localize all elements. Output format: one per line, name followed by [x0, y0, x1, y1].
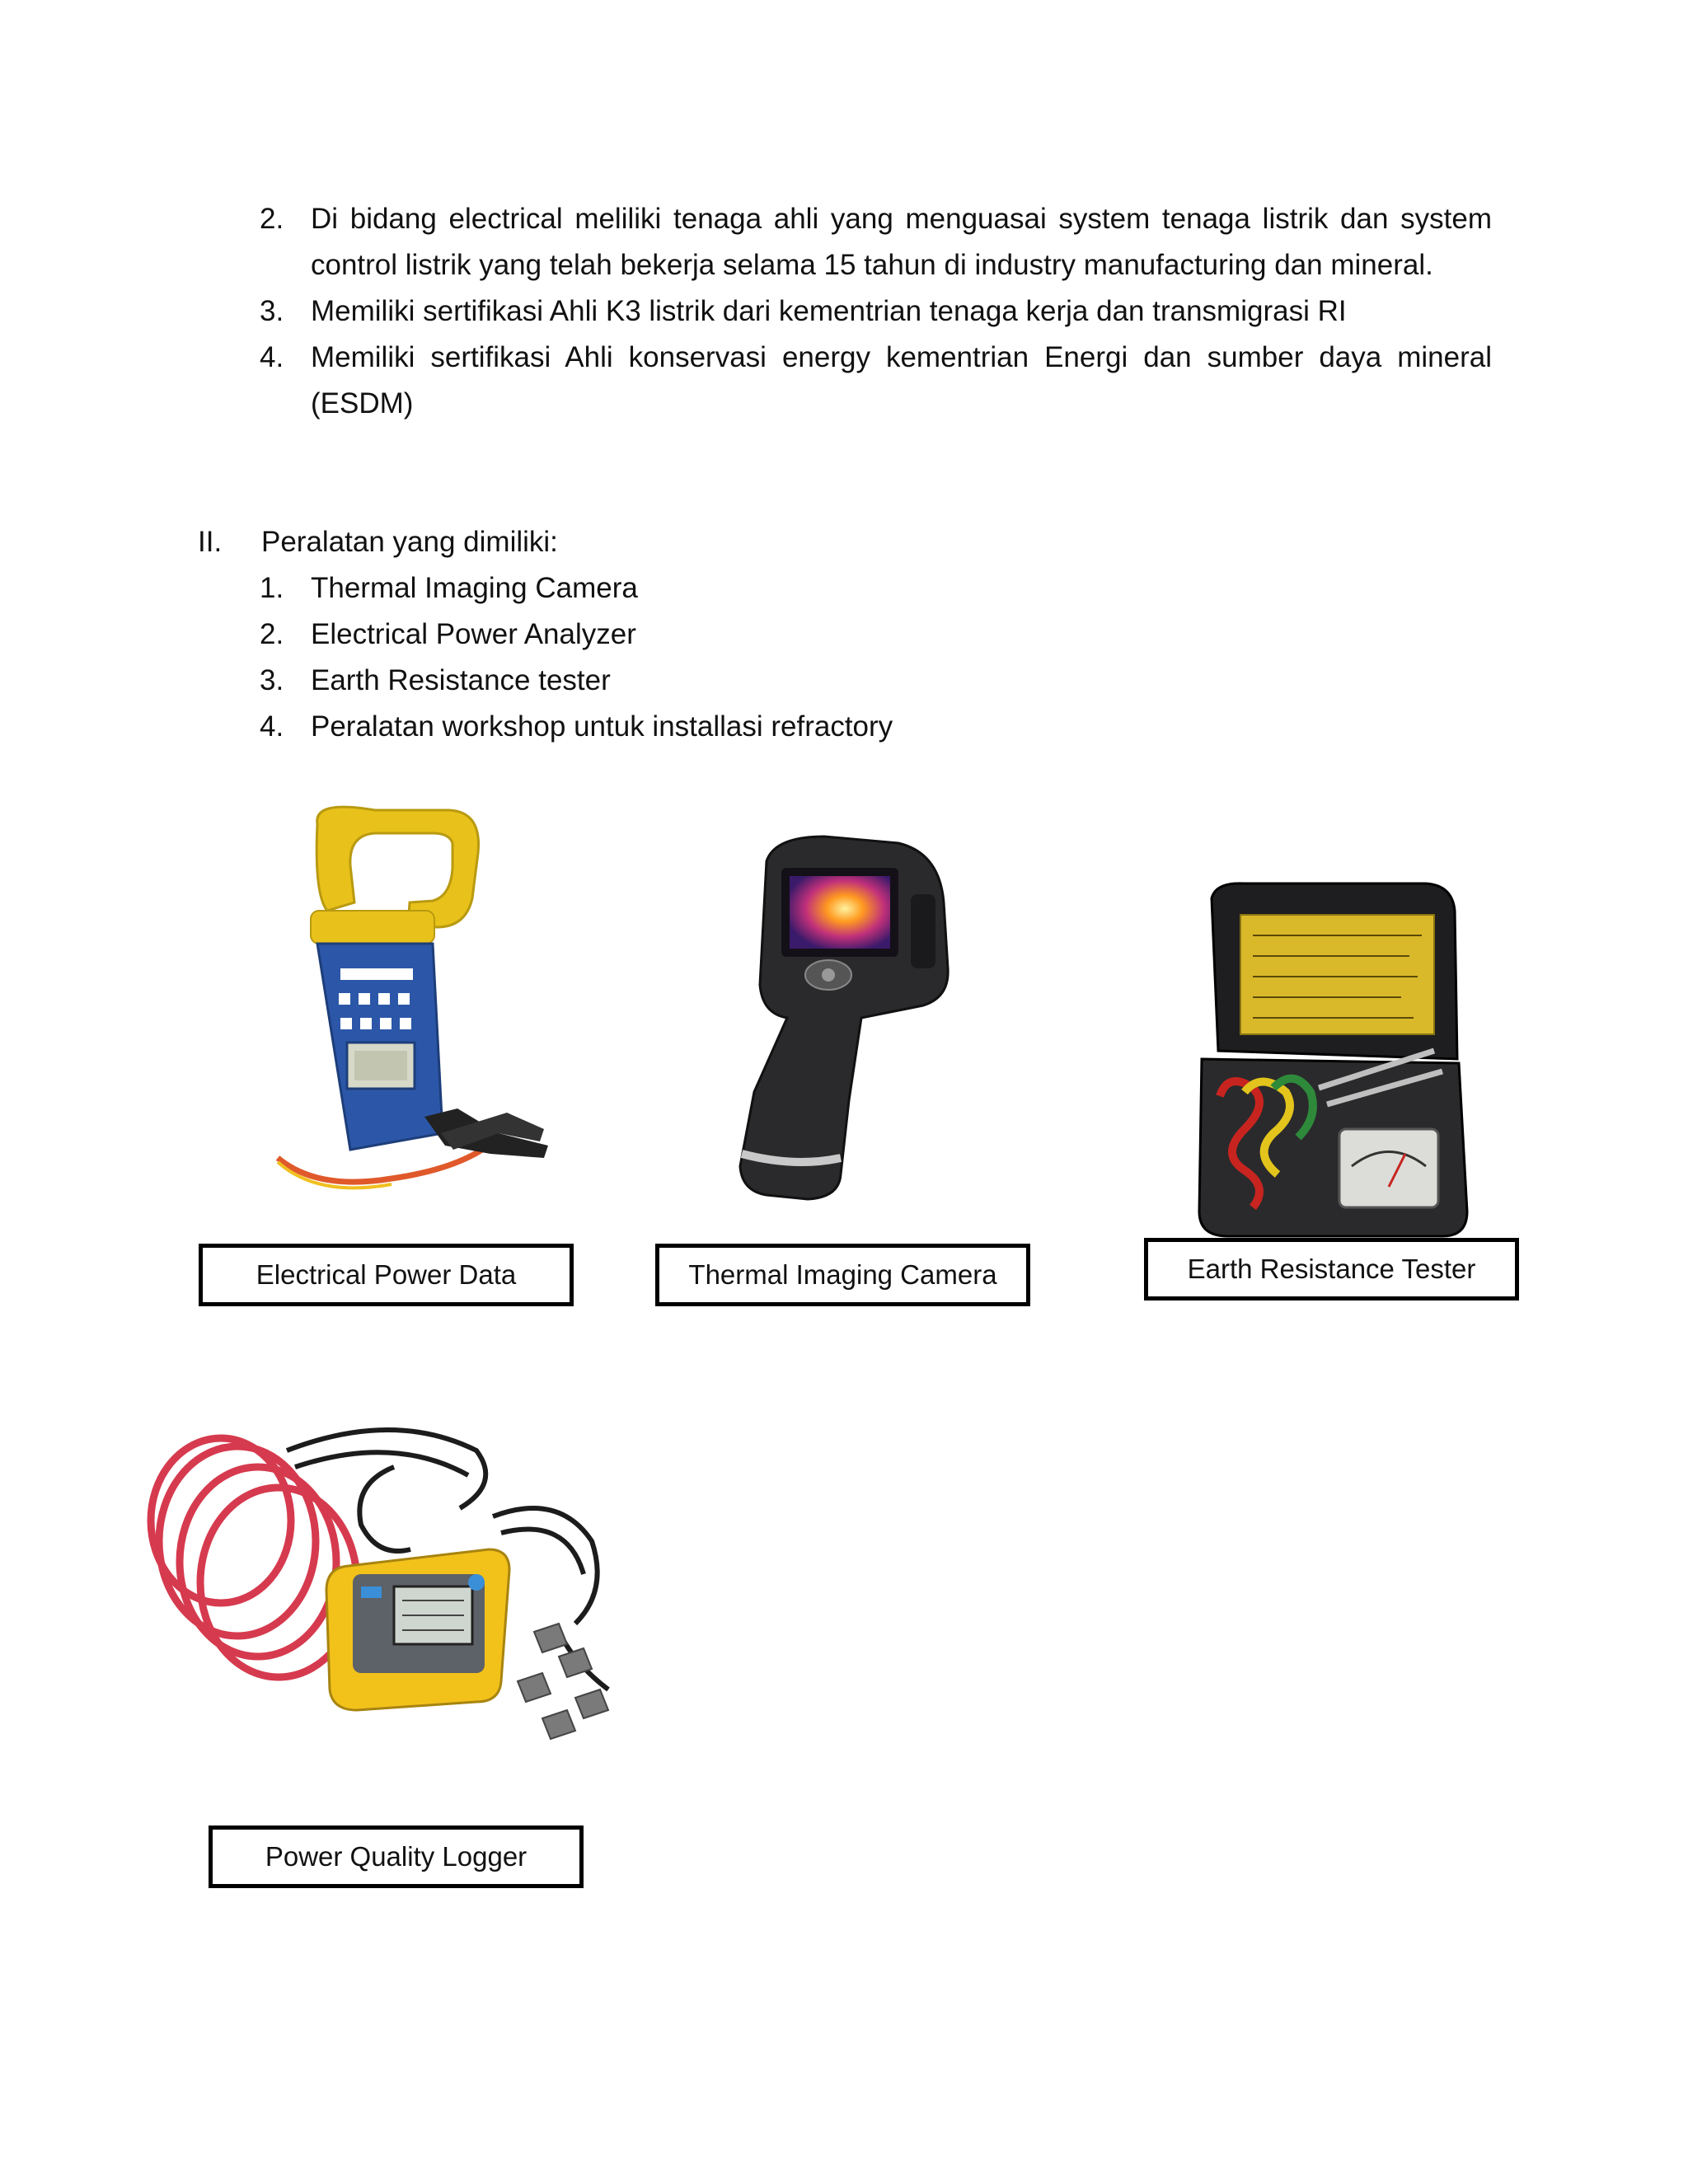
list-number: 4.: [260, 710, 284, 743]
list-text: Thermal Imaging Camera: [311, 572, 638, 604]
list-text: Memiliki sertifikasi Ahli K3 listrik dari kementrian tenaga kerja dan transmigrasi RI: [311, 295, 1347, 327]
caption-text: Electrical Power Data: [256, 1259, 517, 1290]
section-heading: [198, 519, 558, 565]
list-number: 4.: [260, 341, 284, 373]
list-text: Peralatan workshop untuk installasi refractory: [311, 710, 893, 743]
list-number: 2.: [260, 203, 284, 235]
equipment-list: [260, 565, 1492, 750]
list-item: [260, 288, 1492, 335]
experience-list: [260, 196, 1492, 427]
earth-tester-photo: [1195, 882, 1475, 1240]
list-item: [260, 658, 1492, 704]
list-number: 3.: [260, 664, 284, 696]
list-item: [260, 196, 1492, 288]
list-text: Memiliki sertifikasi Ahli konservasi energy kementrian Energi dan sumber daya mineral (ESDM): [311, 341, 1492, 419]
list-number: 1.: [260, 572, 284, 604]
caption-electrical-power-data: [199, 1244, 574, 1306]
caption-earth-resistance-tester: [1144, 1238, 1519, 1301]
caption-text: Power Quality Logger: [265, 1841, 528, 1872]
list-item: [260, 612, 1492, 658]
thermal-camera-photo: [717, 828, 964, 1203]
list-number: 3.: [260, 295, 284, 327]
list-text: Earth Resistance tester: [311, 664, 611, 696]
clamp-meter-photo: [260, 804, 556, 1207]
caption-text: Earth Resistance Tester: [1187, 1254, 1476, 1284]
list-text: Electrical Power Analyzer: [311, 618, 636, 650]
list-item: [260, 704, 1492, 750]
caption-thermal-imaging-camera: [655, 1244, 1030, 1306]
section-title: Peralatan yang dimiliki:: [261, 526, 558, 558]
list-text: Di bidang electrical meliliki tenaga ahli yang menguasai system tenaga listrik dan system control listrik yang telah bekerja selama 15 tahun di industry manufacturing dan mineral.: [311, 203, 1492, 281]
caption-power-quality-logger: [209, 1825, 584, 1888]
caption-text: Thermal Imaging Camera: [688, 1259, 997, 1290]
list-item: [260, 565, 1492, 612]
list-number: 2.: [260, 618, 284, 650]
power-logger-photo: [147, 1418, 649, 1764]
list-item: [260, 335, 1492, 427]
section-numeral: II.: [198, 526, 223, 558]
